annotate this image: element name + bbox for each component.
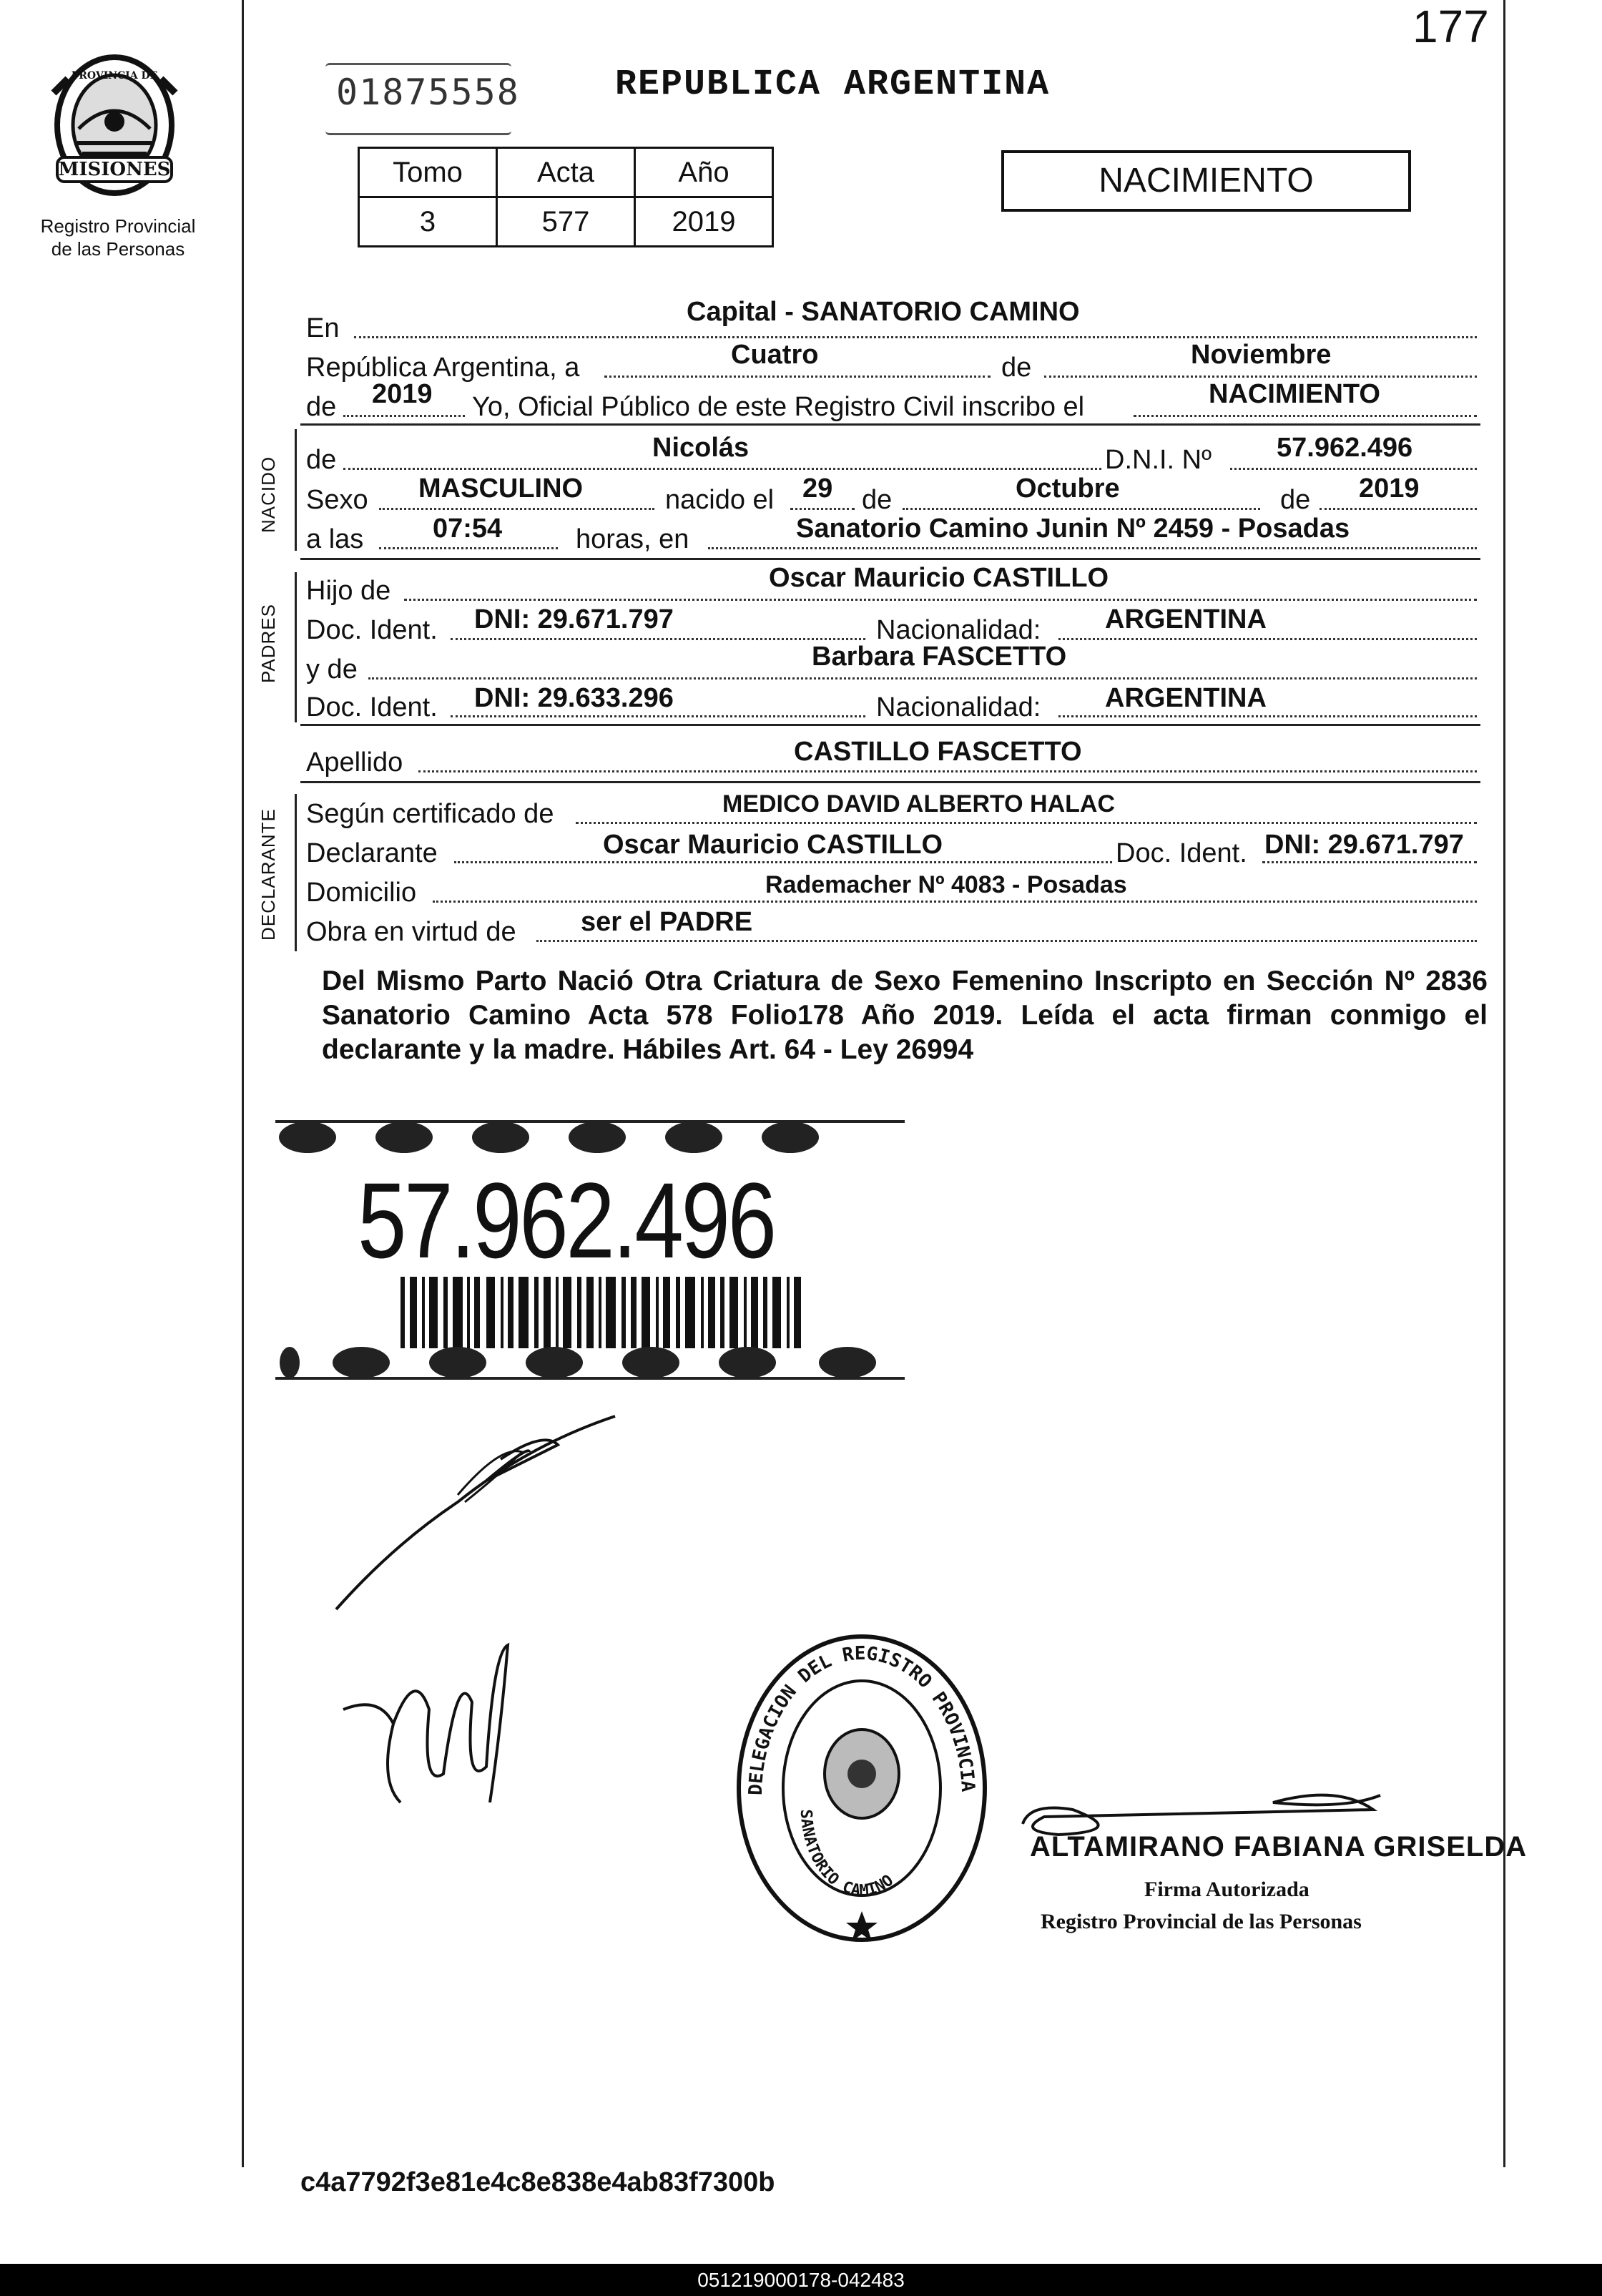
dots-anio bbox=[343, 415, 465, 417]
label-nacionalidad-padre: Nacionalidad: bbox=[876, 615, 1041, 645]
value-padre-nac: ARGENTINA bbox=[1105, 604, 1267, 634]
value-madre: Barbara FASCETTO bbox=[812, 642, 1067, 672]
left-margin-line bbox=[242, 0, 244, 2167]
dots-obra bbox=[536, 940, 1477, 942]
section-label-declarante: DECLARANTE bbox=[257, 808, 279, 941]
dots-anio-nac bbox=[1320, 508, 1477, 510]
dots-domicilio bbox=[433, 901, 1477, 903]
dots-nombre bbox=[343, 468, 1101, 470]
value-padre-dni: DNI: 29.671.797 bbox=[474, 604, 674, 634]
value-lugar: Capital - SANATORIO CAMINO bbox=[687, 297, 1080, 327]
section-label-nacido: NACIDO bbox=[257, 456, 279, 533]
record-table bbox=[358, 147, 774, 247]
label-domicilio: Domicilio bbox=[306, 878, 417, 908]
separator-line bbox=[300, 724, 1480, 726]
value-declarante: Oscar Mauricio CASTILLO bbox=[603, 830, 943, 860]
label-obra-en-virtud: Obra en virtud de bbox=[306, 917, 516, 947]
additional-note: Del Mismo Parto Nació Otra Criatura de Sexo Femenino Inscripto en Sección Nº 2836 Sanatorio Camino Acta 578 Folio178 Año 2019. Leída el acta firman conmigo el declarante y la madre. Hábiles Art. 64 - Ley 26994 bbox=[322, 966, 1488, 1065]
label-de-anio-nac: de bbox=[1280, 485, 1311, 515]
dots-hora bbox=[379, 547, 558, 549]
value-obra: ser el PADRE bbox=[581, 907, 753, 937]
dots-declarante-dni bbox=[1262, 861, 1477, 863]
value-lugar-nac: Sanatorio Camino Junin Nº 2459 - Posadas bbox=[796, 514, 1350, 544]
section-bracket-nacido bbox=[295, 429, 297, 551]
value-tomo: 3 bbox=[359, 197, 497, 247]
label-dni: D.N.I. Nº bbox=[1105, 445, 1212, 475]
label-doc-ident-padre: Doc. Ident. bbox=[306, 615, 438, 645]
dots-mes bbox=[1044, 376, 1477, 378]
dots-madre-nac bbox=[1058, 715, 1477, 717]
label-nacionalidad-madre: Nacionalidad: bbox=[876, 692, 1041, 722]
section-bracket-declarante bbox=[295, 794, 297, 951]
label-doc-ident-declarante: Doc. Ident. bbox=[1116, 838, 1247, 868]
serial-number: 01875558 bbox=[336, 72, 520, 113]
value-certificado: MEDICO DAVID ALBERTO HALAC bbox=[722, 790, 1116, 818]
official-seal bbox=[733, 1631, 991, 1946]
dots-mes-nac bbox=[903, 508, 1260, 510]
dots-padre-dni bbox=[451, 638, 865, 640]
handwritten-signature-1 bbox=[315, 1402, 644, 1616]
label-republica: República Argentina, a bbox=[306, 353, 580, 383]
dots-lugar-nac bbox=[708, 547, 1477, 549]
section-label-padres: PADRES bbox=[257, 604, 279, 683]
logo-caption-line1: Registro Provincial bbox=[40, 215, 196, 237]
seal-inner-text: SANATORIO CAMINO bbox=[796, 1809, 898, 1900]
seal-ring-text: DELEGACION DEL REGISTRO PROVINCIA bbox=[745, 1642, 979, 1796]
header-acta: Acta bbox=[497, 148, 635, 197]
value-nombre: Nicolás bbox=[652, 433, 750, 463]
label-nacido-el: nacido el bbox=[665, 485, 775, 515]
value-mes: Noviembre bbox=[1191, 340, 1332, 370]
signer-role: Firma Autorizada bbox=[1144, 1878, 1309, 1901]
dots-tipo bbox=[1134, 415, 1477, 417]
value-dni: 57.962.496 bbox=[1277, 433, 1413, 463]
label-hijo-de: Hijo de bbox=[306, 576, 391, 606]
dots-dia-nac bbox=[790, 508, 855, 510]
signer-name: ALTAMIRANO FABIANA GRISELDA bbox=[1030, 1831, 1528, 1863]
barcode-label: 57.962.496 bbox=[358, 1160, 775, 1280]
label-y-de: y de bbox=[306, 654, 358, 685]
page-number: 177 bbox=[1412, 1, 1489, 52]
value-anio: 2019 bbox=[635, 197, 773, 247]
document-title: REPUBLICA ARGENTINA bbox=[615, 64, 1051, 105]
value-anio-nac: 2019 bbox=[1359, 474, 1420, 504]
label-de-mes: de bbox=[1001, 353, 1032, 383]
provincial-emblem-logo bbox=[43, 50, 186, 200]
label-declarante: Declarante bbox=[306, 838, 438, 868]
header-tomo: Tomo bbox=[359, 148, 497, 197]
dots-apellido bbox=[418, 770, 1477, 772]
label-sexo: Sexo bbox=[306, 485, 368, 515]
dots-certificado bbox=[576, 822, 1477, 824]
label-a-las: a las bbox=[306, 524, 364, 554]
value-declarante-dni: DNI: 29.671.797 bbox=[1264, 830, 1464, 860]
dots-sexo bbox=[379, 508, 654, 510]
label-apellido: Apellido bbox=[306, 747, 403, 777]
logo-ring-top: PROVINCIA DE bbox=[71, 70, 158, 82]
value-padre: Oscar Mauricio CASTILLO bbox=[769, 563, 1109, 593]
separator-line bbox=[300, 781, 1480, 783]
logo-caption bbox=[21, 215, 215, 260]
value-hora: 07:54 bbox=[433, 514, 503, 544]
value-apellido: CASTILLO FASCETTO bbox=[794, 737, 1082, 767]
logo-ring-bottom: MISIONES bbox=[58, 159, 171, 180]
sticker-bottom-pattern bbox=[275, 1341, 905, 1384]
dots-padre bbox=[404, 599, 1477, 601]
label-de-nombre: de bbox=[306, 445, 337, 475]
value-dia-nac: 29 bbox=[802, 474, 833, 504]
value-domicilio: Rademacher Nº 4083 - Posadas bbox=[765, 871, 1127, 898]
value-dia: Cuatro bbox=[731, 340, 819, 370]
dots-padre-nac bbox=[1058, 638, 1477, 640]
value-acta: 577 bbox=[497, 197, 635, 247]
label-yo-oficial: Yo, Oficial Público de este Registro Civil inscribo el bbox=[472, 392, 1085, 422]
signer-office: Registro Provincial de las Personas bbox=[1041, 1910, 1362, 1933]
dots-madre bbox=[368, 677, 1477, 680]
value-madre-dni: DNI: 29.633.296 bbox=[474, 683, 674, 713]
logo-caption-line2: de las Personas bbox=[51, 238, 185, 260]
dots-declarante bbox=[454, 861, 1112, 863]
value-mes-nac: Octubre bbox=[1016, 474, 1120, 504]
section-bracket-padres bbox=[295, 572, 297, 722]
label-de-mes-nac: de bbox=[862, 485, 893, 515]
svg-text:SANATORIO CAMINO bbox=[797, 1809, 897, 1900]
label-horas-en: horas, en bbox=[576, 524, 689, 554]
header-anio: Año bbox=[635, 148, 773, 197]
value-madre-nac: ARGENTINA bbox=[1105, 683, 1267, 713]
record-type-box: NACIMIENTO bbox=[1001, 150, 1411, 212]
label-de-anio: de bbox=[306, 392, 337, 422]
label-doc-ident-madre: Doc. Ident. bbox=[306, 692, 438, 722]
separator-line bbox=[300, 423, 1480, 426]
value-tipo: NACIMIENTO bbox=[1209, 379, 1380, 409]
label-en: En bbox=[306, 313, 340, 343]
handwritten-signature-2 bbox=[336, 1624, 551, 1810]
dots-en bbox=[354, 336, 1477, 338]
footer-code: 051219000178-042483 bbox=[0, 2264, 1602, 2296]
dots-dia bbox=[604, 376, 991, 378]
dots-dni bbox=[1230, 468, 1477, 470]
separator-line bbox=[300, 558, 1480, 560]
label-segun-certificado: Según certificado de bbox=[306, 799, 554, 829]
document-hash: c4a7792f3e81e4c8e838e4ab83f7300b bbox=[300, 2167, 775, 2197]
value-sexo: MASCULINO bbox=[418, 474, 584, 504]
dots-madre-dni bbox=[451, 715, 865, 717]
value-anio: 2019 bbox=[372, 379, 433, 409]
